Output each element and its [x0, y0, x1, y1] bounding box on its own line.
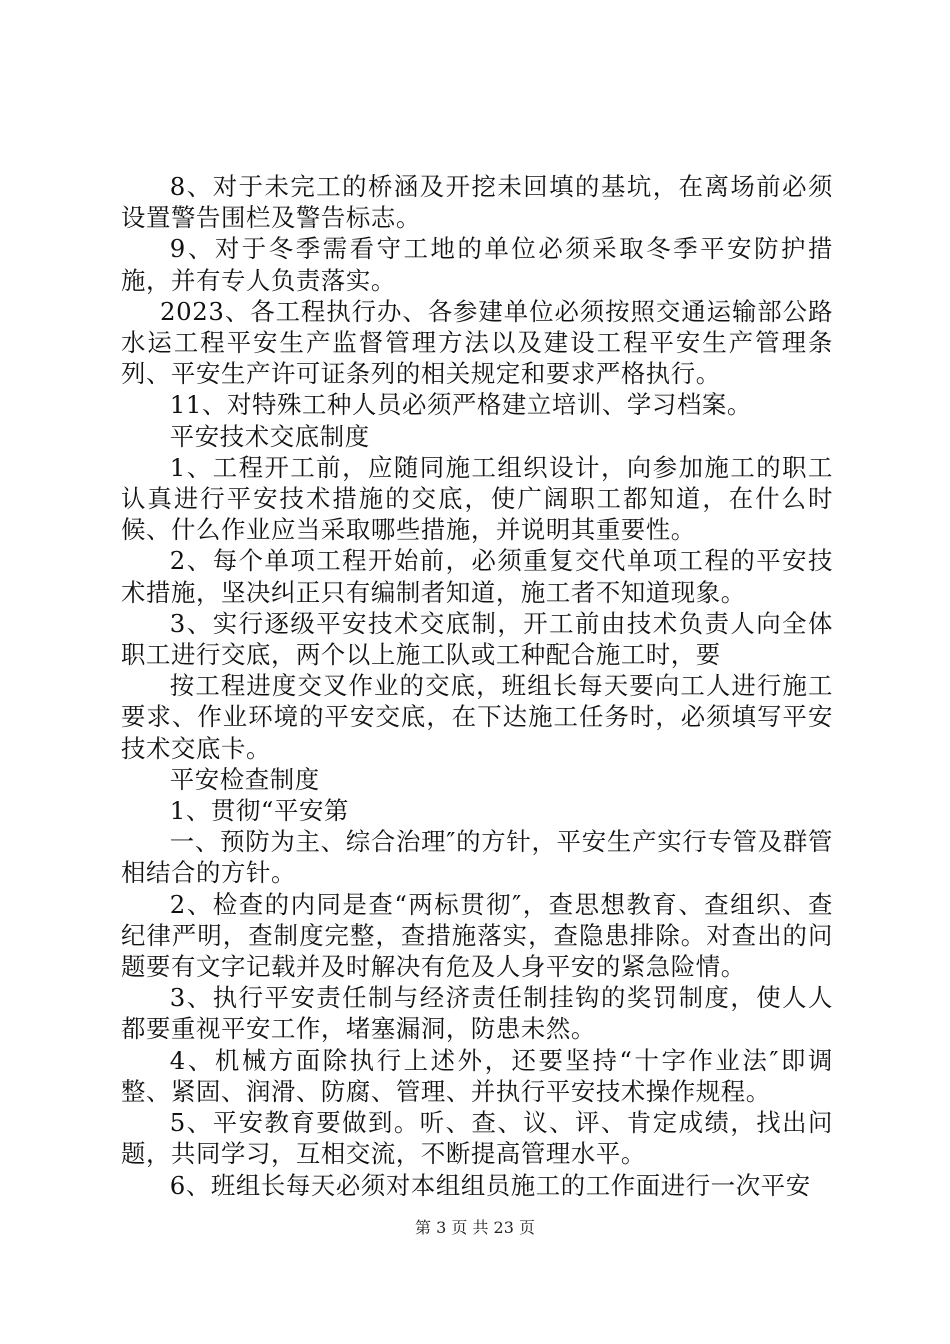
tech-briefing-item-1: 1、工程开工前，应随同施工组织设计，向参加施工的职工认真进行平安技术措施的交底，使广阔职工都知道，在什么时候、什么作业应当采取哪些措施，并说明其重要性。 — [121, 452, 833, 545]
paragraph-10: 2023、各工程执行办、各参建单位必须按照交通运输部公路水运工程平安生产监督管理方法以及建设工程平安生产管理条列、平安生产许可证条列的相关规定和要求严格执行。 — [121, 296, 833, 389]
document-body — [121, 171, 833, 1201]
inspection-item-6: 6、班组长每天必须对本组组员施工的工作面进行一次平安 — [169, 1170, 811, 1200]
inspection-item-5: 5、平安教育要做到。听、查、议、评、肯定成绩，找出问题，共同学习，互相交流，不断提高管理水平。 — [121, 1108, 833, 1169]
tech-briefing-item-3-continued: 按工程进度交叉作业的交底，班组长每天要向工人进行施工要求、作业环境的平安交底，在下达施工任务时，必须填写平安技术交底卡。 — [121, 671, 833, 763]
page-number-footer: 第 3 页 共 23 页 — [415, 1218, 535, 1237]
paragraph-8: 8、对于未完工的桥涵及开挖未回填的基坑，在离场前必须设置警告围栏及警告标志。 — [121, 172, 833, 233]
tech-briefing-item-3: 3、实行逐级平安技术交底制，开工前由技术负责人向全体职工进行交底，两个以上施工队或工种配合施工时，要 — [121, 608, 833, 670]
inspection-item-4: 4、机械方面除执行上述外，还要坚持“十字作业法″即调整、紧固、润滑、防腐、管理、并执行平安技术操作规程。 — [121, 1045, 833, 1106]
tech-briefing-item-2: 2、每个单项工程开始前，必须重复交代单项工程的平安技术措施，坚决纠正只有编制者知道，施工者不知道现象。 — [121, 546, 833, 607]
inspection-item-1: 1、贯彻“平安第 — [169, 796, 349, 826]
inspection-item-1-continued: 一、预防为主、综合治理″的方针，平安生产实行专管及群管相结合的方针。 — [121, 827, 833, 888]
section-heading-tech-briefing: 平安技术交底制度 — [169, 421, 370, 451]
paragraph-9: 9、对于冬季需看守工地的单位必须采取冬季平安防护措施，并有专人负责落实。 — [121, 234, 833, 295]
inspection-item-3: 3、执行平安责任制与经济责任制挂钩的奖罚制度，使人人都要重视平安工作，堵塞漏洞，防患未然。 — [121, 983, 833, 1044]
paragraph-11: 11、对特殊工种人员必须严格建立培训、学习档案。 — [169, 390, 752, 420]
inspection-item-2: 2、检查的内同是查“两标贯彻″，查思想教育、查组织、查纪律严明，查制度完整，查措施落实，查隐患排除。对查出的问题要有文字记载并及时解决有危及人身平安的紧急险情。 — [121, 889, 833, 982]
section-heading-safety-inspection: 平安检查制度 — [169, 764, 320, 794]
